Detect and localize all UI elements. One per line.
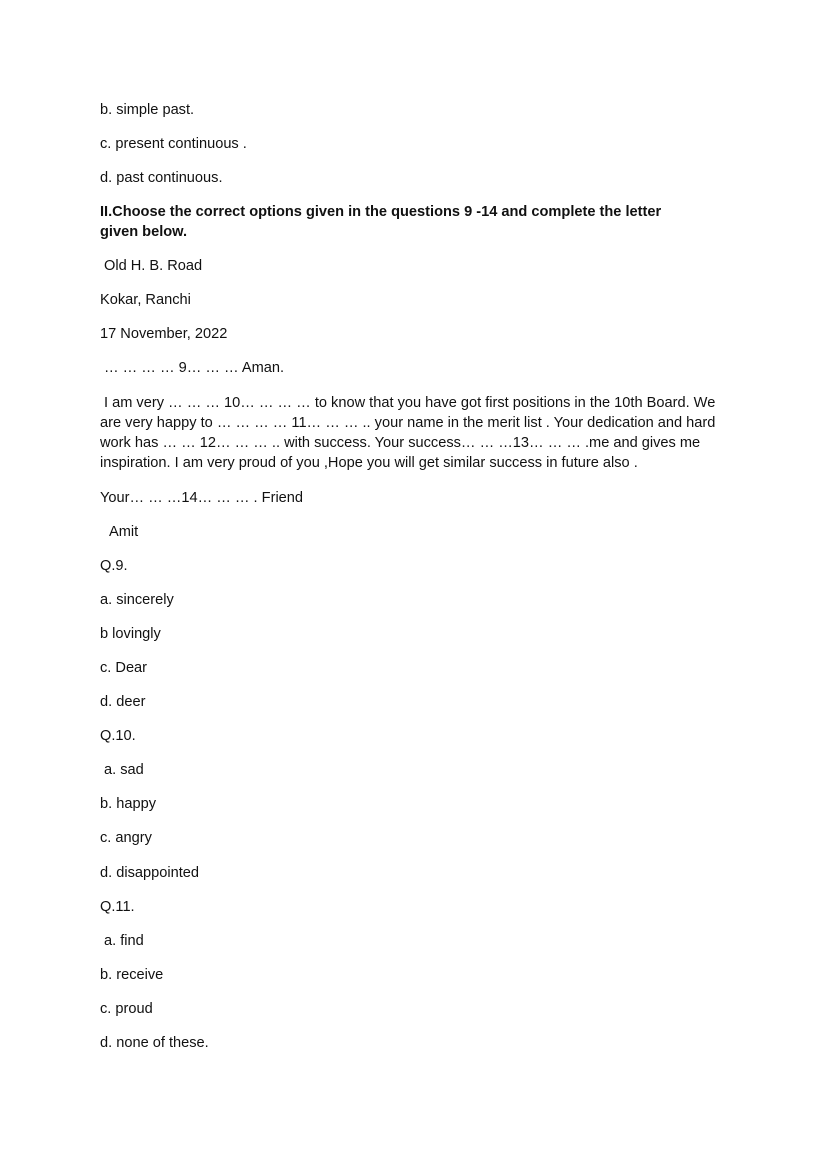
section-heading-line1: II.Choose the correct options given in the questions 9 -14 and complete the letter: [100, 204, 662, 220]
question-option: a. sincerely: [100, 592, 174, 608]
question-label: Q.10.: [100, 728, 136, 744]
question-option: d. deer: [100, 694, 146, 710]
question-label: Q.9.: [100, 558, 128, 574]
section-heading-line2: given below.: [100, 224, 188, 240]
question-option: c. angry: [100, 830, 152, 846]
letter-address-line1: Old H. B. Road: [104, 258, 203, 274]
letter-closing: Your… … …14… … … . Friend: [100, 490, 304, 506]
letter-signature: Amit: [109, 524, 139, 540]
question-option: d. disappointed: [100, 865, 199, 881]
option-b-prev: b. simple past.: [100, 102, 195, 118]
question-option: b lovingly: [100, 626, 161, 642]
question-label: Q.11.: [100, 899, 135, 915]
option-d-prev: d. past continuous.: [100, 170, 223, 186]
question-option: c. Dear: [100, 660, 148, 676]
letter-date: 17 November, 2022: [100, 326, 228, 342]
letter-body-line2: are very happy to … … … … 11… … … .. your name in the merit list . Your dedication and hard: [100, 415, 716, 431]
question-option: b. receive: [100, 967, 164, 983]
letter-salutation: … … … … 9… … … Aman.: [104, 360, 285, 376]
letter-body-line4: inspiration. I am very proud of you ,Hope you will get similar success in future also .: [100, 455, 638, 471]
question-option: c. proud: [100, 1001, 153, 1017]
question-option: b. happy: [100, 796, 156, 812]
question-option: a. find: [104, 933, 144, 949]
question-option: a. sad: [104, 762, 144, 778]
option-c-prev: c. present continuous .: [100, 136, 247, 152]
letter-address-line2: Kokar, Ranchi: [100, 292, 191, 308]
question-option: d. none of these.: [100, 1035, 209, 1051]
letter-body-line1: I am very … … … 10… … … … to know that you have got first positions in the 10th Board. We: [104, 395, 716, 411]
letter-body-line3: work has … … 12… … … .. with success. Your success… … …13… … … .me and gives me: [100, 435, 701, 451]
